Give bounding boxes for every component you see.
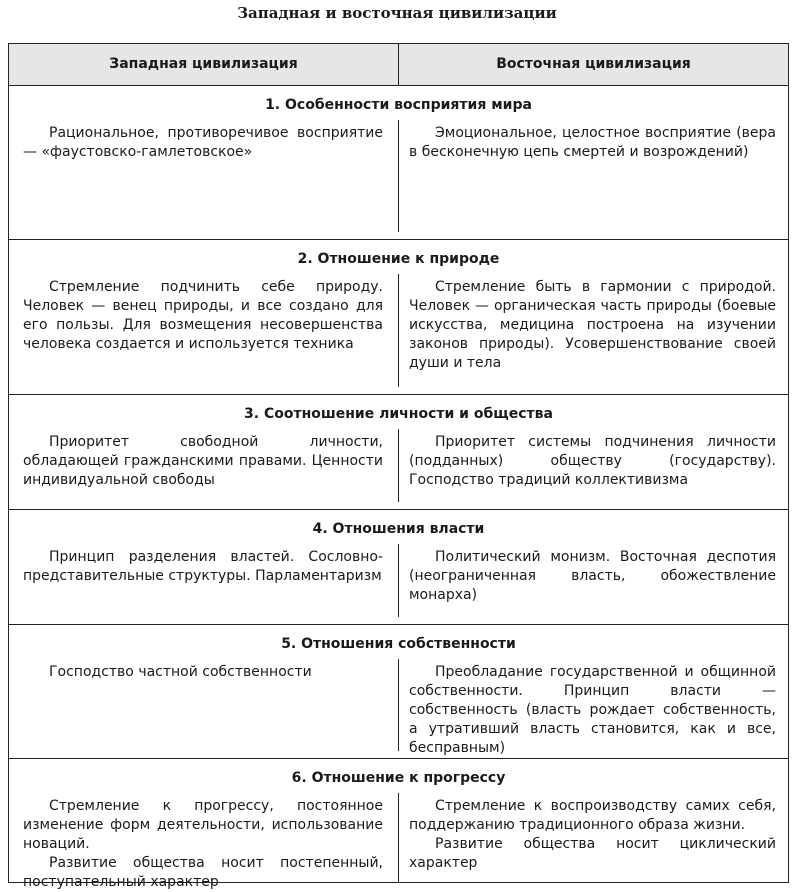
page-title: Западная и восточная цивилизации — [237, 4, 557, 22]
east-text: Стремление к воспроизводству самих себя, поддержанию традиционного образа жизни. — [409, 798, 776, 833]
west-cell — [23, 433, 383, 490]
east-text: Политический монизм. Восточная деспотия (неограниченная власть, обожествление монарха) — [409, 549, 776, 603]
section-perception — [9, 86, 788, 240]
east-cell — [409, 124, 776, 162]
column-divider — [398, 659, 399, 751]
section-title: 4. Отношения власти — [312, 521, 485, 537]
east-cell — [409, 797, 776, 873]
west-text: Развитие общества носит постепенный, поступательный характер — [23, 855, 383, 890]
west-cell — [23, 663, 383, 682]
header-west: Западная цивилизация — [109, 56, 298, 72]
column-divider — [398, 120, 399, 232]
east-text: Эмоциональное, целостное восприятие (вера в бесконечную цепь смертей и возрождений) — [409, 125, 776, 160]
section-title: 6. Отношение к прогрессу — [291, 770, 506, 786]
column-divider — [398, 274, 399, 387]
comparison-table — [8, 43, 789, 890]
east-cell — [409, 278, 776, 373]
east-cell — [409, 548, 776, 605]
column-divider — [398, 429, 399, 502]
east-cell — [409, 663, 776, 758]
section-nature — [9, 240, 788, 395]
table-header — [9, 44, 788, 86]
west-text: Господство частной собственности — [49, 664, 312, 680]
west-text: Принцип разделения властей. Сословно-представительные структуры. Парламентаризм — [23, 549, 383, 584]
east-text: Стремление быть в гармонии с природой. Человек — органическая часть природы (боевые искусства, медицина построена на изучении законов природы). Усовершенствование своей души и тела — [409, 279, 776, 371]
section-property — [9, 625, 788, 759]
west-text: Стремление подчинить себе природу. Человек — венец природы, и все создано для его пользы. Для возмещения несовершенства человека создается и используется техника — [23, 279, 383, 352]
west-text: Стремление к прогрессу, постоянное изменение форм деятельности, использование новаций. — [23, 798, 383, 852]
west-cell — [23, 548, 383, 586]
header-east: Восточная цивилизация — [496, 56, 691, 72]
west-text: Рациональное, противоречивое восприятие — «фаустовско-гамлетовское» — [23, 125, 383, 160]
west-text: Приоритет свободной личности, обладающей гражданскими правами. Ценности индивидуальной свободы — [23, 434, 383, 488]
east-cell — [409, 433, 776, 490]
section-power — [9, 510, 788, 625]
section-progress — [9, 759, 788, 890]
west-cell — [23, 797, 383, 892]
section-title: 2. Отношение к природе — [297, 251, 500, 267]
column-divider — [398, 544, 399, 617]
west-cell — [23, 124, 383, 162]
section-society — [9, 395, 788, 510]
east-text: Приоритет системы подчинения личности (подданных) обществу (государству). Господство традиций коллективизма — [409, 434, 776, 488]
east-text: Преобладание государственной и общинной собственности. Принцип власти — собственность (власть рождает собственность, а утративший власть становится, как и все, бесправным) — [409, 664, 776, 756]
section-title: 5. Отношения собственности — [281, 636, 516, 652]
column-divider — [398, 793, 399, 882]
section-title: 3. Соотношение личности и общества — [244, 406, 553, 422]
section-title: 1. Особенности восприятия мира — [265, 97, 532, 113]
east-text: Развитие общества носит циклический характер — [409, 836, 776, 871]
west-cell — [23, 278, 383, 354]
